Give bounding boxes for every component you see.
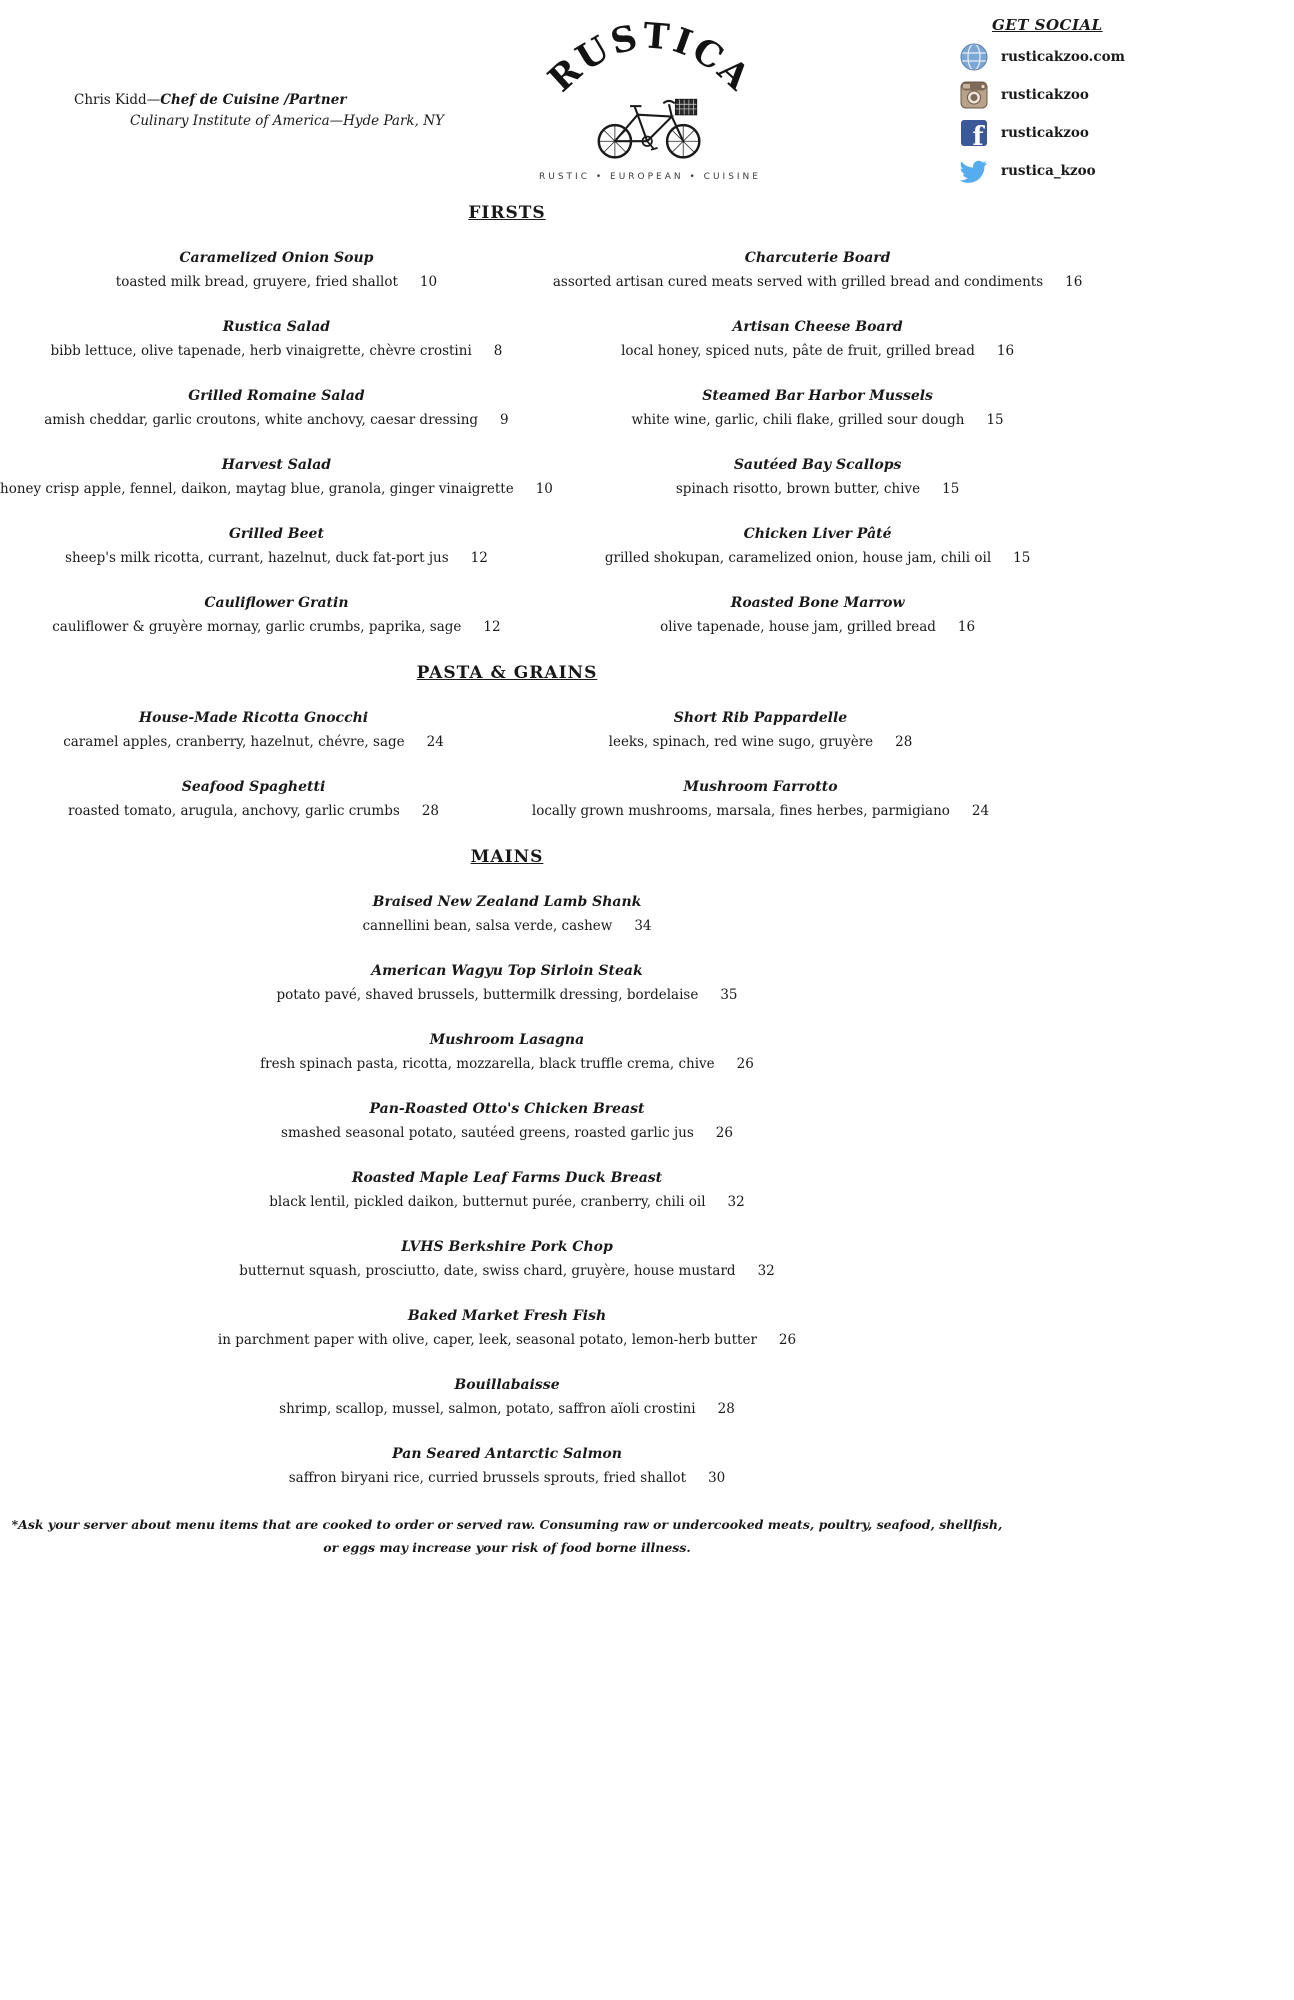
menu-item [0,1168,1014,1212]
menu-item [553,248,1082,292]
menu-item-price: 30 [708,1470,726,1486]
menu-item-name: Steamed Bar Harbor Mussels [702,388,933,404]
menu-item-desc [0,1054,1014,1074]
section-title-pasta [0,662,1014,684]
menu-item-ingredients: cauliflower & gruyère mornay, garlic crumbs, paprika, sage [52,619,462,635]
menu-item-desc [0,1123,1014,1143]
svg-text:RUSTICA [541,16,760,100]
menu-item [0,708,507,752]
twitter-handle: rustica_kzoo [1001,163,1096,179]
menu-item-ingredients: butternut squash, prosciutto, date, swiss chard, gruyère, house mustard [239,1263,736,1279]
menu-item-desc [0,801,507,821]
menu-item-name: House-Made Ricotta Gnocchi [138,710,369,726]
menu-item-price: 26 [736,1056,754,1072]
menu-item-name: Chicken Liver Pâté [743,526,892,542]
section-title-pasta-text: PASTA & GRAINS [416,663,598,683]
disclaimer-line2: or eggs may increase your risk of food borne illness. [323,1540,691,1555]
social-title: GET SOCIAL [992,16,1103,34]
menu-item-name: Seafood Spaghetti [181,779,326,795]
chef-credential: Culinary Institute of America—Hyde Park, NY [130,113,444,129]
menu-item-price: 28 [895,734,913,750]
menu-item-ingredients: fresh spinach pasta, ricotta, mozzarella, black truffle crema, chive [260,1056,715,1072]
menu-item-price: 8 [493,343,503,359]
menu-item [0,455,553,499]
logo-text: RUSTICA [540,16,760,101]
menu-item-desc [0,1330,1014,1350]
menu-item-ingredients: roasted tomato, arugula, anchovy, garlic crumbs [68,803,400,819]
menu-item-ingredients: locally grown mushrooms, marsala, fines herbes, parmigiano [531,803,950,819]
menu-item-name: Cauliflower Gratin [204,595,349,611]
mains-column [0,892,1014,1488]
menu-item-price: 15 [942,481,960,497]
menu-item-ingredients: white wine, garlic, chili flake, grilled sour dough [631,412,965,428]
menu-item-name: Pan-Roasted Otto's Chicken Breast [369,1101,645,1117]
menu-item-desc [0,410,553,430]
menu-item-ingredients: potato pavé, shaved brussels, buttermilk dressing, bordelaise [276,987,699,1003]
menu-item-ingredients: assorted artisan cured meats served with grilled bread and condiments [552,274,1044,290]
menu-item-ingredients: spinach risotto, brown butter, chive [675,481,921,497]
menu-item-price: 26 [778,1332,797,1348]
menu-item-price: 32 [727,1194,745,1210]
social-block [960,16,1220,190]
menu-item-ingredients: olive tapenade, house jam, grilled bread [660,619,936,635]
menu-item-name: Grilled Beet [228,526,324,542]
facebook-handle: rusticakzoo [1001,125,1089,141]
menu-item [0,892,1014,936]
menu-item-desc [553,341,1082,361]
menu-item-price: 28 [421,803,439,819]
menu-item [0,961,1014,1005]
menu-item [0,593,553,637]
menu-item [553,524,1082,568]
menu-item [0,1099,1014,1143]
menu-item-desc [0,985,1014,1005]
menu-item-desc [553,479,1082,499]
menu-item-desc [0,341,553,361]
menu-item-ingredients: grilled shokupan, caramelized onion, house jam, chili oil [604,550,992,566]
menu-item [0,317,553,361]
svg-text:f: f [972,122,984,147]
menu-item-name: Mushroom Lasagna [429,1032,585,1048]
menu-item-ingredients: shrimp, scallop, mussel, salmon, potato, saffron aïoli crostini [279,1401,696,1417]
instagram-handle: rusticakzoo [1001,87,1089,103]
menu-item [507,777,1014,821]
menu-item [0,1444,1014,1488]
menu-item-price: 16 [957,619,976,635]
menu-item-desc [0,732,507,752]
menu-item-desc [553,548,1082,568]
menu-item-price: 15 [986,412,1004,428]
menu-item-price: 15 [1013,550,1031,566]
menu-item-name: Roasted Bone Marrow [730,595,905,611]
social-item-instagram [960,76,1220,114]
chef-name: Chris Kidd— [74,92,161,108]
menu-item-price: 10 [419,274,438,290]
website-handle: rusticakzoo.com [1001,49,1125,65]
menu-item-name: Grilled Romaine Salad [188,388,365,404]
menu-item-price: 34 [634,918,652,934]
menu-item [0,524,553,568]
menu-item-ingredients: in parchment paper with olive, caper, leek, seasonal potato, lemon-herb butter [217,1332,757,1348]
menu-item-price: 24 [426,734,444,750]
menu-item-name: Harvest Salad [221,457,332,473]
menu-item-desc [507,732,1014,752]
menu-item-name: American Wagyu Top Sirloin Steak [371,963,643,979]
menu-item-name: Baked Market Fresh Fish [407,1308,607,1324]
section-title-mains [0,846,1014,868]
menu-item-price: 10 [535,481,553,497]
menu-item [0,777,507,821]
pasta-right-column [507,708,1014,846]
menu-item-ingredients: toasted milk bread, gruyere, fried shallot [115,274,398,290]
menu-item-desc [0,1399,1014,1419]
menu-item-ingredients: honey crisp apple, fennel, daikon, maytag blue, granola, ginger vinaigrette [0,481,514,497]
menu-item-name: Bouillabaisse [454,1377,560,1393]
menu-item-name: Artisan Cheese Board [732,319,903,335]
menu-item-desc [553,410,1082,430]
menu-item-desc [553,272,1082,292]
menu-item-price: 32 [757,1263,775,1279]
instagram-icon [960,81,988,109]
menu-item-desc [0,617,553,637]
chef-title: Chef de Cuisine /Partner [160,92,347,108]
pasta-left-column [0,708,507,846]
menu-item-price: 12 [483,619,501,635]
restaurant-logo [520,16,780,182]
social-item-twitter [960,152,1220,190]
menu-item-ingredients: smashed seasonal potato, sautéed greens, roasted garlic jus [281,1125,694,1141]
menu-item-ingredients: local honey, spiced nuts, pâte de fruit, grilled bread [621,343,975,359]
bicycle-icon [588,90,712,164]
menu-item-desc [0,479,553,499]
menu-item [553,317,1082,361]
facebook-icon [960,119,988,147]
menu-item-name: Sautéed Bay Scallops [733,457,902,473]
firsts-left-column [0,248,553,662]
menu-item-ingredients: black lentil, pickled daikon, butternut purée, cranberry, chili oil [269,1194,706,1210]
menu-item-ingredients: amish cheddar, garlic croutons, white anchovy, caesar dressing [44,412,479,428]
menu-item-price: 12 [470,550,488,566]
menu-item-price: 16 [996,343,1015,359]
menu-item-price: 35 [720,987,738,1003]
pasta-columns [0,708,1014,846]
menu-item-price: 9 [500,412,509,428]
logo-tagline: RUSTIC • EUROPEAN • CUISINE [539,172,761,182]
menu-item-name: Roasted Maple Leaf Farms Duck Breast [351,1170,663,1186]
menu-item [0,1375,1014,1419]
menu-item-name: Short Rib Pappardelle [673,710,848,726]
menu-item-desc [0,916,1014,936]
menu-item-name: Mushroom Farrotto [683,779,838,795]
disclaimer-line1: *Ask your server about menu items that are cooked to order or served raw. Consuming raw or undercooked meats, poultry, seafood, shellfish, [11,1517,1003,1532]
chef-credit [74,90,444,132]
globe-icon [960,43,988,71]
menu-item-price: 28 [717,1401,735,1417]
menu-item-ingredients: cannellini bean, salsa verde, cashew [362,918,613,934]
menu-item [553,455,1082,499]
menu-item-price: 26 [715,1125,733,1141]
menu-item [553,593,1082,637]
menu-item-desc [0,548,553,568]
menu-item [0,1306,1014,1350]
firsts-right-column [553,248,1082,662]
social-item-website [960,38,1220,76]
menu-item-desc [0,1468,1014,1488]
menu-item-desc [0,1261,1014,1281]
menu-item-desc [0,272,553,292]
menu-item [0,1237,1014,1281]
menu-item-ingredients: caramel apples, cranberry, hazelnut, chévre, sage [63,734,405,750]
section-title-firsts [0,202,1014,224]
menu-item-name: LVHS Berkshire Pork Chop [401,1239,613,1255]
section-title-mains-text: MAINS [470,847,544,867]
menu-item-name: Rustica Salad [222,319,331,335]
menu-item-ingredients: saffron biryani rice, curried brussels sprouts, fried shallot [288,1470,687,1486]
menu-item-ingredients: leeks, spinach, red wine sugo, gruyère [608,734,874,750]
menu-item-desc [0,1192,1014,1212]
menu-item-desc [553,617,1082,637]
menu-item-desc [507,801,1014,821]
chef-line1 [74,90,444,111]
menu-item [507,708,1014,752]
menu-item-name: Caramelized Onion Soup [179,250,374,266]
disclaimer [0,1513,1014,1559]
menu-item [553,386,1082,430]
menu-item-price: 16 [1065,274,1083,290]
menu-item [0,386,553,430]
menu-item-price: 24 [971,803,990,819]
menu-item-ingredients: bibb lettuce, olive tapenade, herb vinaigrette, chèvre crostini [50,343,472,359]
menu-item-name: Braised New Zealand Lamb Shank [372,894,642,910]
menu-item [0,248,553,292]
menu-item-name: Pan Seared Antarctic Salmon [392,1446,622,1462]
menu-body [0,202,1083,1559]
firsts-columns [0,248,1083,662]
social-item-facebook [960,114,1220,152]
twitter-icon [960,157,988,185]
menu-item [0,1030,1014,1074]
menu-item-name: Charcuterie Board [744,250,891,266]
menu-item-ingredients: sheep's milk ricotta, currant, hazelnut, duck fat-port jus [65,550,449,566]
section-title-firsts-text: FIRSTS [468,203,546,223]
